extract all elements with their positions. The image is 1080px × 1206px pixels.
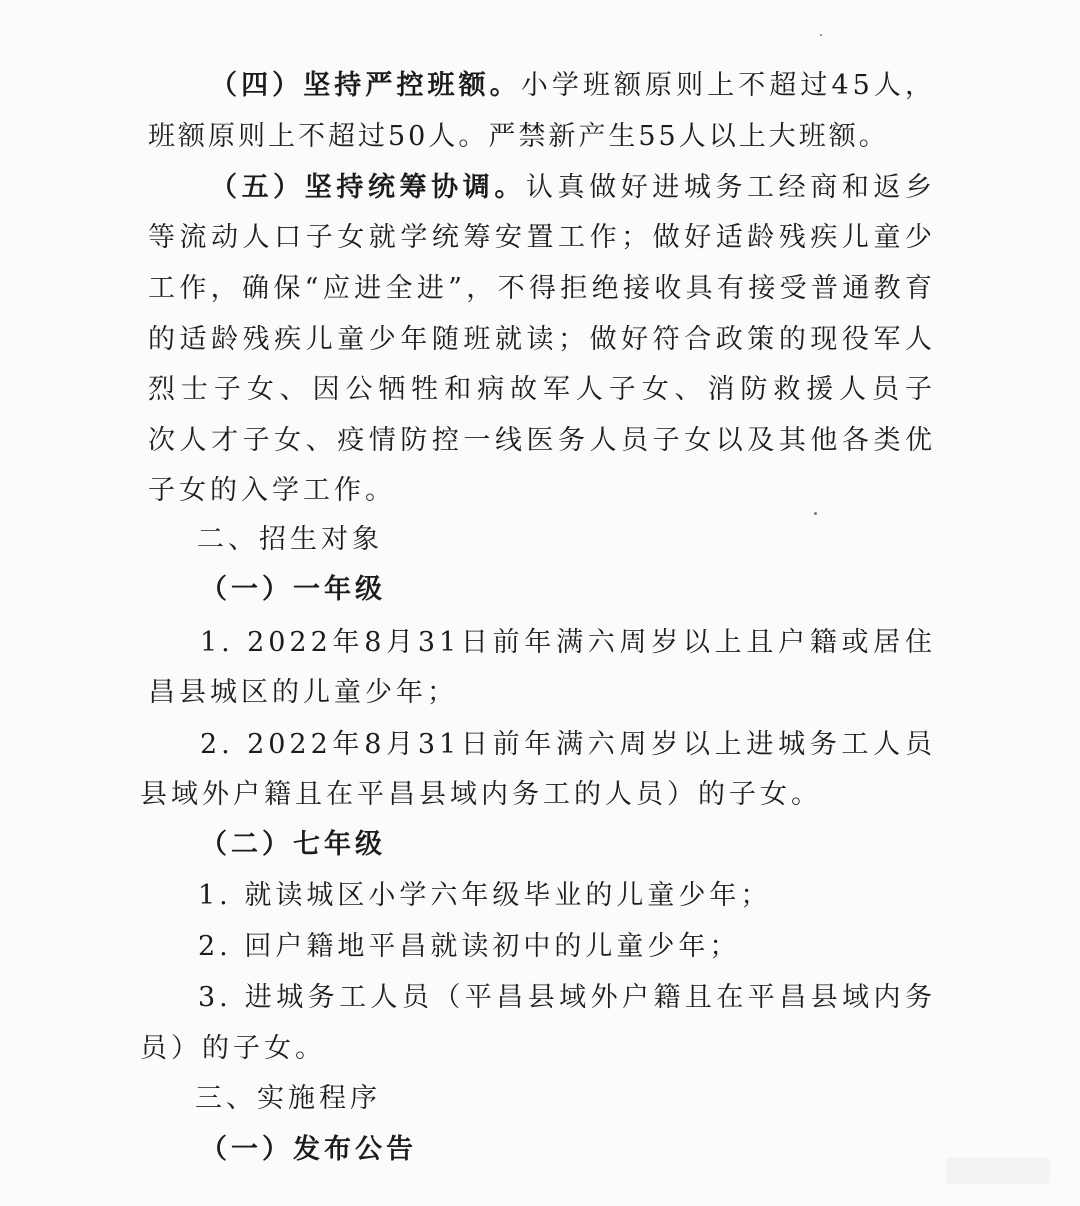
grade-7-item-3-line-1: 3. 进城务工人员（平昌县域外户籍且在平昌县域内务 — [198, 982, 936, 1013]
paragraph-5-line-4: 的适龄残疾儿童少年随班就读；做好符合政策的现役军人 — [148, 324, 936, 355]
section-2-heading: 二、招生对象 — [197, 524, 383, 555]
paragraph-5-line-5: 烈士子女、因公牺牲和病故军人子女、消防救援人员子 — [148, 374, 936, 405]
scan-speck — [814, 512, 817, 515]
paragraph-5-line-3: 工作，确保“应进全进”，不得拒绝接收具有接受普通教育 — [148, 273, 936, 304]
paragraph-5-line-7: 子女的入学工作。 — [148, 475, 396, 506]
grade-1-item-2-line-2: 县域外户籍且在平昌县域内务工的人员）的子女。 — [140, 779, 822, 810]
paragraph-5-lead: （五）坚持统筹协调。 — [210, 172, 526, 203]
scan-speck — [820, 34, 822, 36]
paragraph-5-text: 认真做好进城务工经商和返乡 — [525, 172, 936, 203]
paragraph-4-text: 小学班额原则上不超过45人， — [520, 70, 936, 101]
grade-1-item-1-line-1: 1. 2022年8月31日前年满六周岁以上且户籍或居住 — [200, 627, 936, 658]
grade-7-item-2: 2. 回户籍地平昌就读初中的儿童少年； — [198, 931, 741, 962]
section-3-heading: 三、实施程序 — [195, 1083, 381, 1114]
grade-7-item-3-line-2: 员）的子女。 — [140, 1033, 326, 1064]
paragraph-4-line-1 — [210, 69, 936, 103]
paragraph-4-lead: （四）坚持严控班额。 — [210, 70, 521, 101]
subsection-publish-notice-heading: （一）发布公告 — [200, 1134, 417, 1165]
paragraph-5-line-1 — [210, 171, 936, 205]
subsection-grade-1-heading: （一）一年级 — [200, 574, 386, 605]
paragraph-5-line-6: 次人才子女、疫情防控一线医务人员子女以及其他各类优 — [148, 425, 936, 456]
paragraph-4-line-2-text: 班额原则上不超过50人。严禁新产生55人以上大班额。 — [148, 121, 889, 152]
grade-1-item-1-line-2: 昌县城区的儿童少年； — [148, 677, 458, 708]
subsection-grade-7-heading: （二）七年级 — [200, 829, 386, 860]
grade-1-item-2-line-1: 2. 2022年8月31日前年满六周岁以上进城务工人员 — [200, 729, 936, 760]
paragraph-5-line-2: 等流动人口子女就学统筹安置工作；做好适龄残疾儿童少 — [148, 222, 936, 253]
grade-7-item-1: 1. 就读城区小学六年级毕业的儿童少年； — [198, 880, 772, 911]
paragraph-4-line-2 — [148, 120, 889, 154]
watermark-logo — [946, 1158, 1050, 1184]
